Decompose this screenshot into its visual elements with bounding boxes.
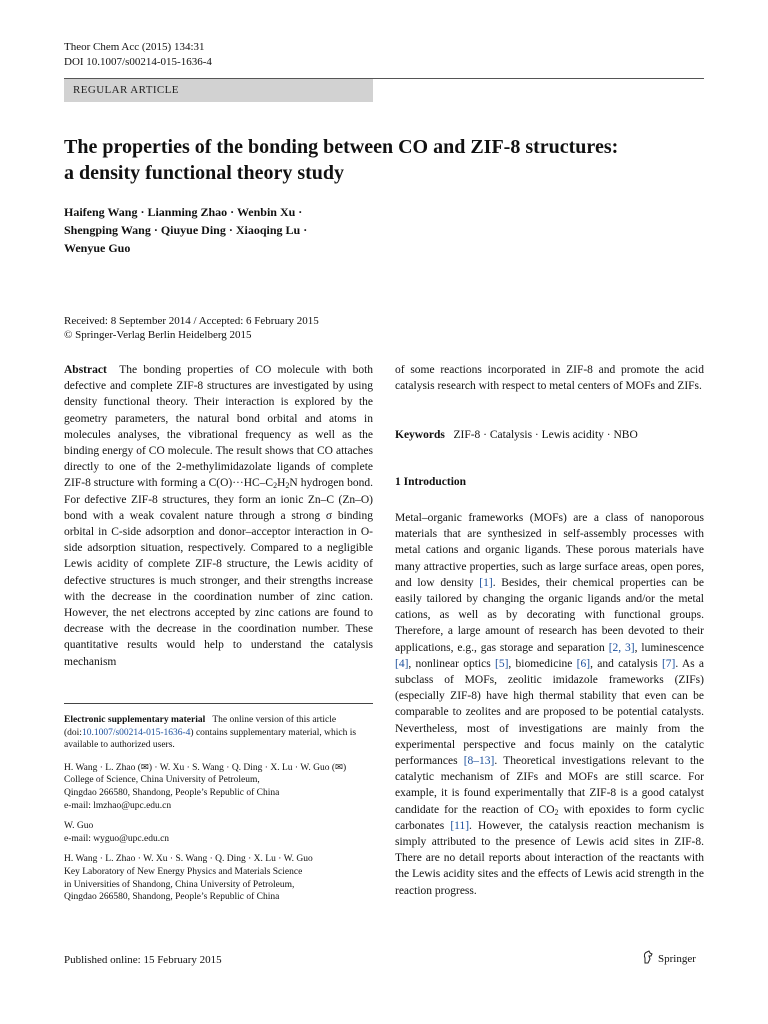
title-line-2: a density functional theory study xyxy=(64,162,345,184)
affiliation-2: W. Guo e-mail: wyguo@upc.edu.cn xyxy=(64,821,170,844)
article-dates xyxy=(64,314,319,342)
citation-link[interactable]: [7] xyxy=(661,657,676,670)
citation-link[interactable]: [8–13] xyxy=(463,755,495,768)
article-type-badge: REGULAR ARTICLE xyxy=(64,79,373,102)
abstract-label: Abstract xyxy=(64,364,107,376)
affiliation-3: H. Wang · L. Zhao · W. Xu · S. Wang · Q. Ding · X. Lu · W. Guo Key Laboratory of New Energy Physics and Materials Science in Universities of Shandong, China University of Petroleum, Qingdao 266580, Shandong, People’s Republic of China xyxy=(64,854,313,903)
citation-link[interactable]: [1] xyxy=(479,576,493,589)
journal-header xyxy=(64,40,212,70)
doi-link[interactable]: 10.1007/s00214-015-1636-4 xyxy=(81,727,191,738)
footnotes xyxy=(64,714,373,912)
citation-link[interactable]: [4] xyxy=(395,657,409,670)
article-title xyxy=(64,134,704,186)
citation-link[interactable]: [11] xyxy=(450,819,470,832)
authors-line-1: Haifeng Wang · Lianming Zhao · Wenbin Xu · xyxy=(64,205,303,219)
received-accepted: Received: 8 September 2014 / Accepted: 6 February 2015 xyxy=(64,315,319,327)
publisher-logo xyxy=(642,950,696,967)
introduction-body: Metal–organic frameworks (MOFs) are a class of nanoporous materials that are synthesized in self-assembly processes with metal cations and organic ligands. These porous materials have many attractive properties, such as large surface areas, open pores, and low density [1]. Besides, their chemical properties can be easily tailored by changing the organic ligands and/or the metal cations, as well as by decorating with functional groups. Therefore, a large amount of research has been devoted to their applications, e.g., gas storage and separation [2, 3], luminescence [4], nonlinear optics [5], biomedicine [6], and catalysis [7]. As a subclass of MOFs, zeolitic imidazole frameworks (ZIFs) (especially ZIF-8) have high thermal stability that even can be comparable to zeolites and are proposed to be potential catalysts. Nevertheless, most of investigations are mainly from the experimental perspective and focus mainly on the catalytic performances [8–13]. Theoretical investigations relevant to the catalytic mechanism of ZIFs and MOFs are still scarce. For example, it is found experimentally that ZIF-8 is a good catalyst candidate for the reaction of $CO_2$ with epoxides to form cyclic carbonates [11]. However, the catalysis reaction mechanism is simply attributed to the presence of Lewis acid sites in ZIF-8. There are no detail reports about interaction of the reactants with the Lewis acidity sites and the effects of Lewis acid strength in the reaction progress. xyxy=(395,512,705,897)
section-heading-introduction: 1 Introduction xyxy=(395,476,467,488)
citation-link[interactable]: [6] xyxy=(576,657,591,670)
springer-horse-icon xyxy=(642,950,654,967)
authors-line-2: Shengping Wang · Qiuyue Ding · Xiaoqing Lu · xyxy=(64,223,308,237)
abstract-continued: of some reactions incorporated in ZIF-8 and promote the acid catalysis research with respect to metal centers of MOFs and ZIFs. xyxy=(395,364,704,393)
journal-doi: DOI 10.1007/s00214-015-1636-4 xyxy=(64,56,212,68)
authors-line-3: Wenyue Guo xyxy=(64,241,131,255)
footnote-rule xyxy=(64,703,373,704)
copyright: © Springer-Verlag Berlin Heidelberg 2015 xyxy=(64,329,252,341)
author-list xyxy=(64,203,464,257)
keywords-text: ZIF-8 · Catalysis · Lewis acidity · NBO xyxy=(453,429,638,441)
supplementary-note: Electronic supplementary material The online version of this article (doi:10.1007/s00214-015-1636-4) contains supplementary material, which is available to authorized users. xyxy=(64,715,357,751)
abstract-text: The bonding properties of CO molecule with both defective and complete ZIF-8 structures are investigated by using density functional theory. Their interaction is explored by the geometry parameters, the natural bond orbital and atoms in molecules analyses, the vibrational frequency as well as the binding energy of CO molecule. The result shows that CO attaches directly to one of the 2-methylimidazolate ligands of complete ZIF-8 structure with forming a C(O)···HC–C xyxy=(64,364,374,490)
abstract: Abstract The bonding properties of CO molecule with both defective and complete ZIF-8 structures are investigated by using density functional theory. Their interaction is explored by the geometry parameters, the natural bond orbital and atoms in molecules analyses, the vibrational frequency as well as the binding energy of CO molecule. The result shows that CO attaches directly to one of the 2-methylimidazolate ligands of complete ZIF-8 structure with forming a $C(O)\cdot\cdot\cdot HC-C_2H_2N$ hydrogen bond. For defective ZIF-8 structures, they form an ionic Zn–C (Zn–O) bond with a weak covalent nature through a strong σ binding orbital in C-side adsorption and donor–acceptor interaction in O-side adsorption situation, respectively. Compared to a negligible Lewis acidity of complete ZIF-8 structure, the Lewis acidity of defective structures is much stronger, and their strengths increase with the decrease in the coordination number of zinc cation. However, the net electrons accepted by zinc cations are found to decrease with the decrease in the coordination number. These quantitative results would help to understand the catalysis mechanism xyxy=(64,364,374,668)
title-line-1: The properties of the bonding between CO and ZIF-8 structures: xyxy=(64,136,619,158)
citation-link[interactable]: [2, 3] xyxy=(608,641,635,654)
published-online: Published online: 15 February 2015 xyxy=(64,954,222,966)
publisher-name: Springer xyxy=(658,952,696,965)
citation-link[interactable]: [5] xyxy=(494,657,509,670)
keywords-label: Keywords xyxy=(395,429,445,441)
journal-citation: Theor Chem Acc (2015) 134:31 xyxy=(64,41,205,53)
keywords xyxy=(395,427,704,443)
affiliation-1: H. Wang · L. Zhao (✉) · W. Xu · S. Wang · Q. Ding · X. Lu · W. Guo (✉) College of Science, China University of Petroleum, Qingdao 266580, Shandong, People’s Republic of China e-mail: lmzhao@upc.edu.cn xyxy=(64,762,347,811)
